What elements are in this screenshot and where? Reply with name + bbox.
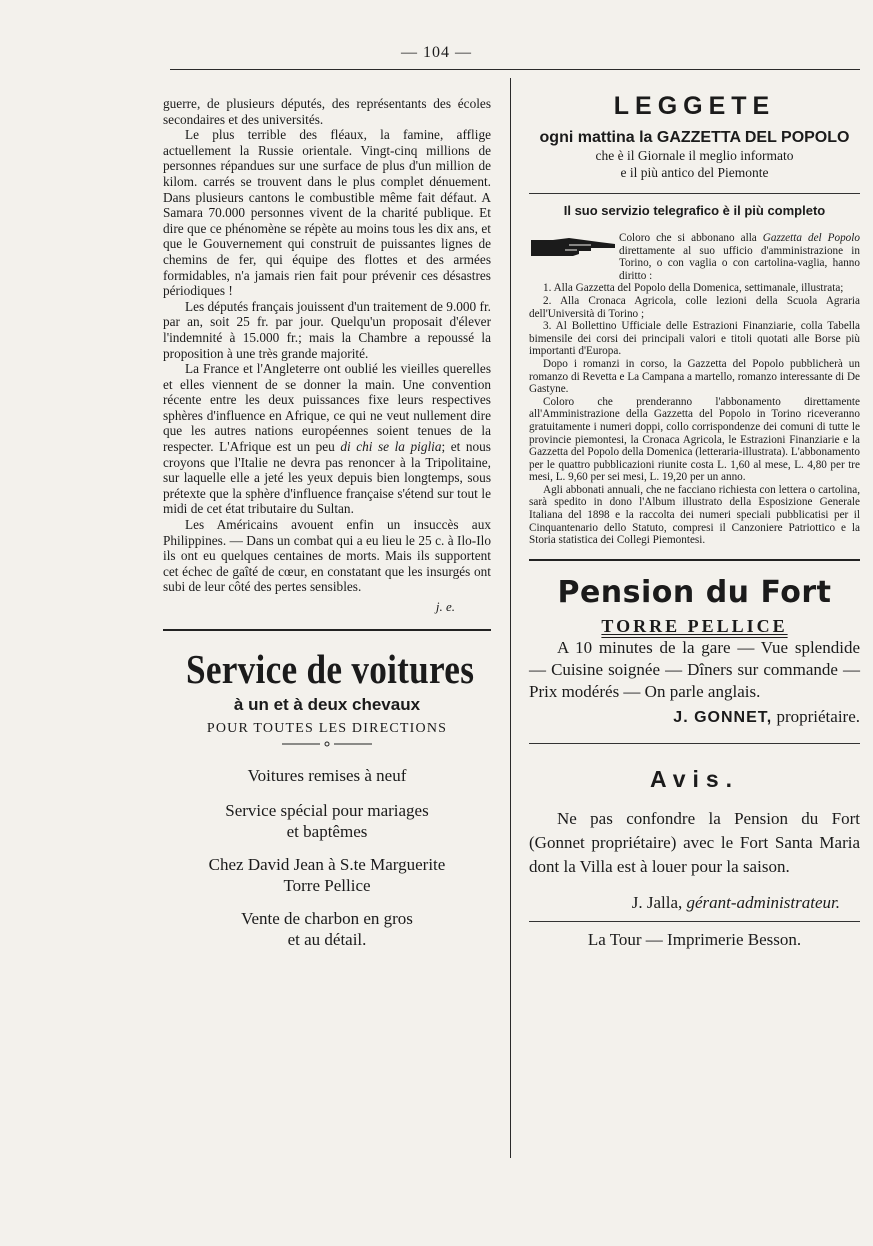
pension-body <box>529 637 860 703</box>
article-text: La France et l'Angleterre ont oublié les vieilles querelles et elles viennent de se donner la main. Une convention récente entre les deux puissances fixe leurs respectives sphères d'influence en Afrique, ce qui ne veut nullement dire que les autres nations européennes soient tenues de la respecter. L'Afrique est un peu <box>163 361 491 455</box>
avis-title: Avis. <box>649 765 740 792</box>
avis-text: Ne pas confondre la Pension du Fort (Gonnet propriétaire) avec le Fort Santa Maria dont la Villa est à louer pour la saison. <box>529 808 860 876</box>
leggete-advert <box>529 92 860 547</box>
voitures-line-part: Torre Pellice <box>283 876 371 895</box>
article-text: ; et nous croyons que l'Italie ne devra pas renoncer à la Tripolitaine, sur laquelle elle a jeté les yeux depuis bien longtemps, sous prétexte que la sphère d'influence française s'étend sur tout le midi de cet état tributaire du Sultan. <box>163 439 491 517</box>
ornament-divider <box>163 739 491 751</box>
voitures-line-part: Vente de charbon en gros <box>241 909 413 928</box>
intro-italic: Gazzetta del Popolo <box>762 232 860 244</box>
leggete-details <box>529 282 860 546</box>
gerant-name: J. Jalla, <box>631 892 683 912</box>
gerant-signature <box>529 893 860 913</box>
article-signature: j. e. <box>435 599 455 614</box>
column-divider <box>510 78 511 1158</box>
benefit-item: 1. Alla Gazzetta del Popolo della Domenica, settimanale, illustrata; <box>543 282 844 295</box>
benefit-item: 3. Al Bollettino Ufficiale delle Estrazioni Finanziarie, colla Tabella bimensile dei corsi dei principali valori e titoli quotati alle Borse più importanti d'Europa. <box>529 320 860 358</box>
article-italic-text: di chi se la piglia <box>340 439 442 455</box>
romanzi-paragraph: Dopo i romanzi in corso, la Gazzetta del Popolo pubblicherà un romanzo di Revetta e La Campana a martello, romanzo interessante di De Gastyne. <box>529 357 860 396</box>
article-paragraph: Le plus terrible des fléaux, la famine, afflige actuellement la Russie orientale. Vingt-cinq millions de personnes répandues sur une surface de plus d'un million de kilom. carrés se trouvent dans le plus complet dénuement. Dans plusieurs cantons le combustible même fait défaut. A Samara 70.000 personnes vivent de la charité publique. Et dire que ce phénomène se répète au moins tous les dix ans, et que le Gouvernement qui construit de puissantes lignes de chemins de fer, qui équipe des flottes et des armées formidables, n'a jamais rien fait pour prévenir ces désastres périodiques ! <box>163 127 491 299</box>
leggete-line: e il più antico del Piemonte <box>620 165 769 180</box>
news-article <box>163 96 491 615</box>
voitures-line-part: et au détail. <box>287 930 367 949</box>
section-rule <box>529 743 860 744</box>
article-paragraph: Les Américains avouent enfin un insuccès aux Philippines. — Dans un combat qui a eu lieu le 25 c. à Ilo-Ilo ils ont eu quelques centaines de morts. Mais ils supportent cet échec de gaîté de cœur, en constatant que les insurgés ont subi de leur côté des pertes sensibles. <box>163 517 491 595</box>
intro-text <box>619 232 860 282</box>
voitures-directions: POUR TOUTES LES DIRECTIONS <box>206 721 448 736</box>
voitures-line-part: et baptêmes <box>286 822 368 841</box>
voitures-subtitle: à un et à deux chevaux <box>233 695 421 714</box>
voitures-line <box>163 800 491 842</box>
pension-subtitle: TORRE PELLICE <box>601 615 788 636</box>
pension-title: Pension du Fort <box>557 574 832 610</box>
voitures-advert <box>163 645 491 950</box>
pointing-hand-icon <box>529 232 619 262</box>
left-column <box>163 96 491 950</box>
benefit-item: 2. Alla Cronaca Agricola, colle lezioni della Scuola Agraria dell'Università di Torino ; <box>529 294 860 320</box>
intro-text-part: Coloro che si abbonano alla <box>619 232 763 244</box>
voitures-line: Voitures remises à neuf <box>247 766 407 785</box>
page-number: — 104 — <box>401 44 472 61</box>
leggete-title: LEGGETE <box>613 92 776 120</box>
avis-body <box>529 807 860 879</box>
voitures-line-part: Service spécial pour mariages <box>225 801 429 820</box>
article-paragraph: Les députés français jouissent d'un traitement de 9.000 fr. par an, soit 25 fr. par jour. Quelqu'un proposait d'élever l'indemnité à 15.000 fr.; mais la Chambre a repoussé la proposition à une très grande majorité. <box>163 298 491 361</box>
imprimerie-line: La Tour — Imprimerie Besson. <box>529 921 860 950</box>
voitures-line-part: Chez David Jean à S.te Marguerite <box>208 855 446 874</box>
article-paragraph: guerre, de plusieurs députés, des représentants des écoles secondaires et des universités. <box>163 96 491 127</box>
right-column <box>529 92 860 950</box>
header-rule <box>170 69 860 70</box>
annuali-paragraph: Agli abbonati annuali, che ne facciano richiesta con lettera o cartolina, sarà spedito in dono l'Album illustrato della Esposizione Generale Italiana del 1898 e la raccolta dei numeri speciali pubblicatisi per il Cinquantenario dello Statuto, compresi il Canzoniere Patriottico e la Storia statistica dei Collegi Piemontesi. <box>529 483 860 547</box>
gerant-role: gérant-administrateur. <box>682 892 840 912</box>
owner-name: J. GONNET, <box>673 708 773 726</box>
voitures-line <box>163 908 491 950</box>
owner-role: propriétaire. <box>772 706 860 726</box>
leggete-subtitle: ogni mattina la GAZZETTA DEL POPOLO <box>539 129 850 146</box>
abbonamento-paragraph: Coloro che prenderanno l'abbonamento direttamente all'Amministrazione della Gazzetta del Popolo in Torino riceveranno gratuitamente i numeri doppi, collo corrispondenze dei comuni di tutte le provincie piemontesi, la Cronaca Agricola, le Estrazioni Finanziarie e la Gazzetta del Popolo della Domenica (letteraria-illustrata). L'abbonamento per le quattro pubblicazioni riunite costa L. 1,60 al mese, L. 4,80 per tre mesi, L. 9,60 per sei mesi, L. 19,20 per un anno. <box>529 395 860 484</box>
voitures-line <box>163 854 491 896</box>
intro-text-part: direttamente al suo ufficio d'amministrazione in Torino, o con vaglia o con cartolina-vaglia, hanno diritto : <box>619 244 860 282</box>
voitures-title: Service de voitures <box>185 646 475 692</box>
intro-row <box>529 232 860 282</box>
pension-text: A 10 minutes de la gare — Vue splendide — Cuisine soignée — Dîners sur commande — Prix modérés — On parle anglais. <box>529 637 860 701</box>
section-rule <box>529 559 860 561</box>
avis-notice <box>529 766 860 950</box>
telegrafico-heading: Il suo servizio telegrafico è il più completo <box>529 193 860 218</box>
pension-signature <box>529 707 860 727</box>
leggete-line: che è il Giornale il meglio informato <box>595 148 794 163</box>
pension-advert <box>529 575 860 727</box>
section-rule <box>163 629 491 631</box>
article-paragraph <box>163 361 491 517</box>
